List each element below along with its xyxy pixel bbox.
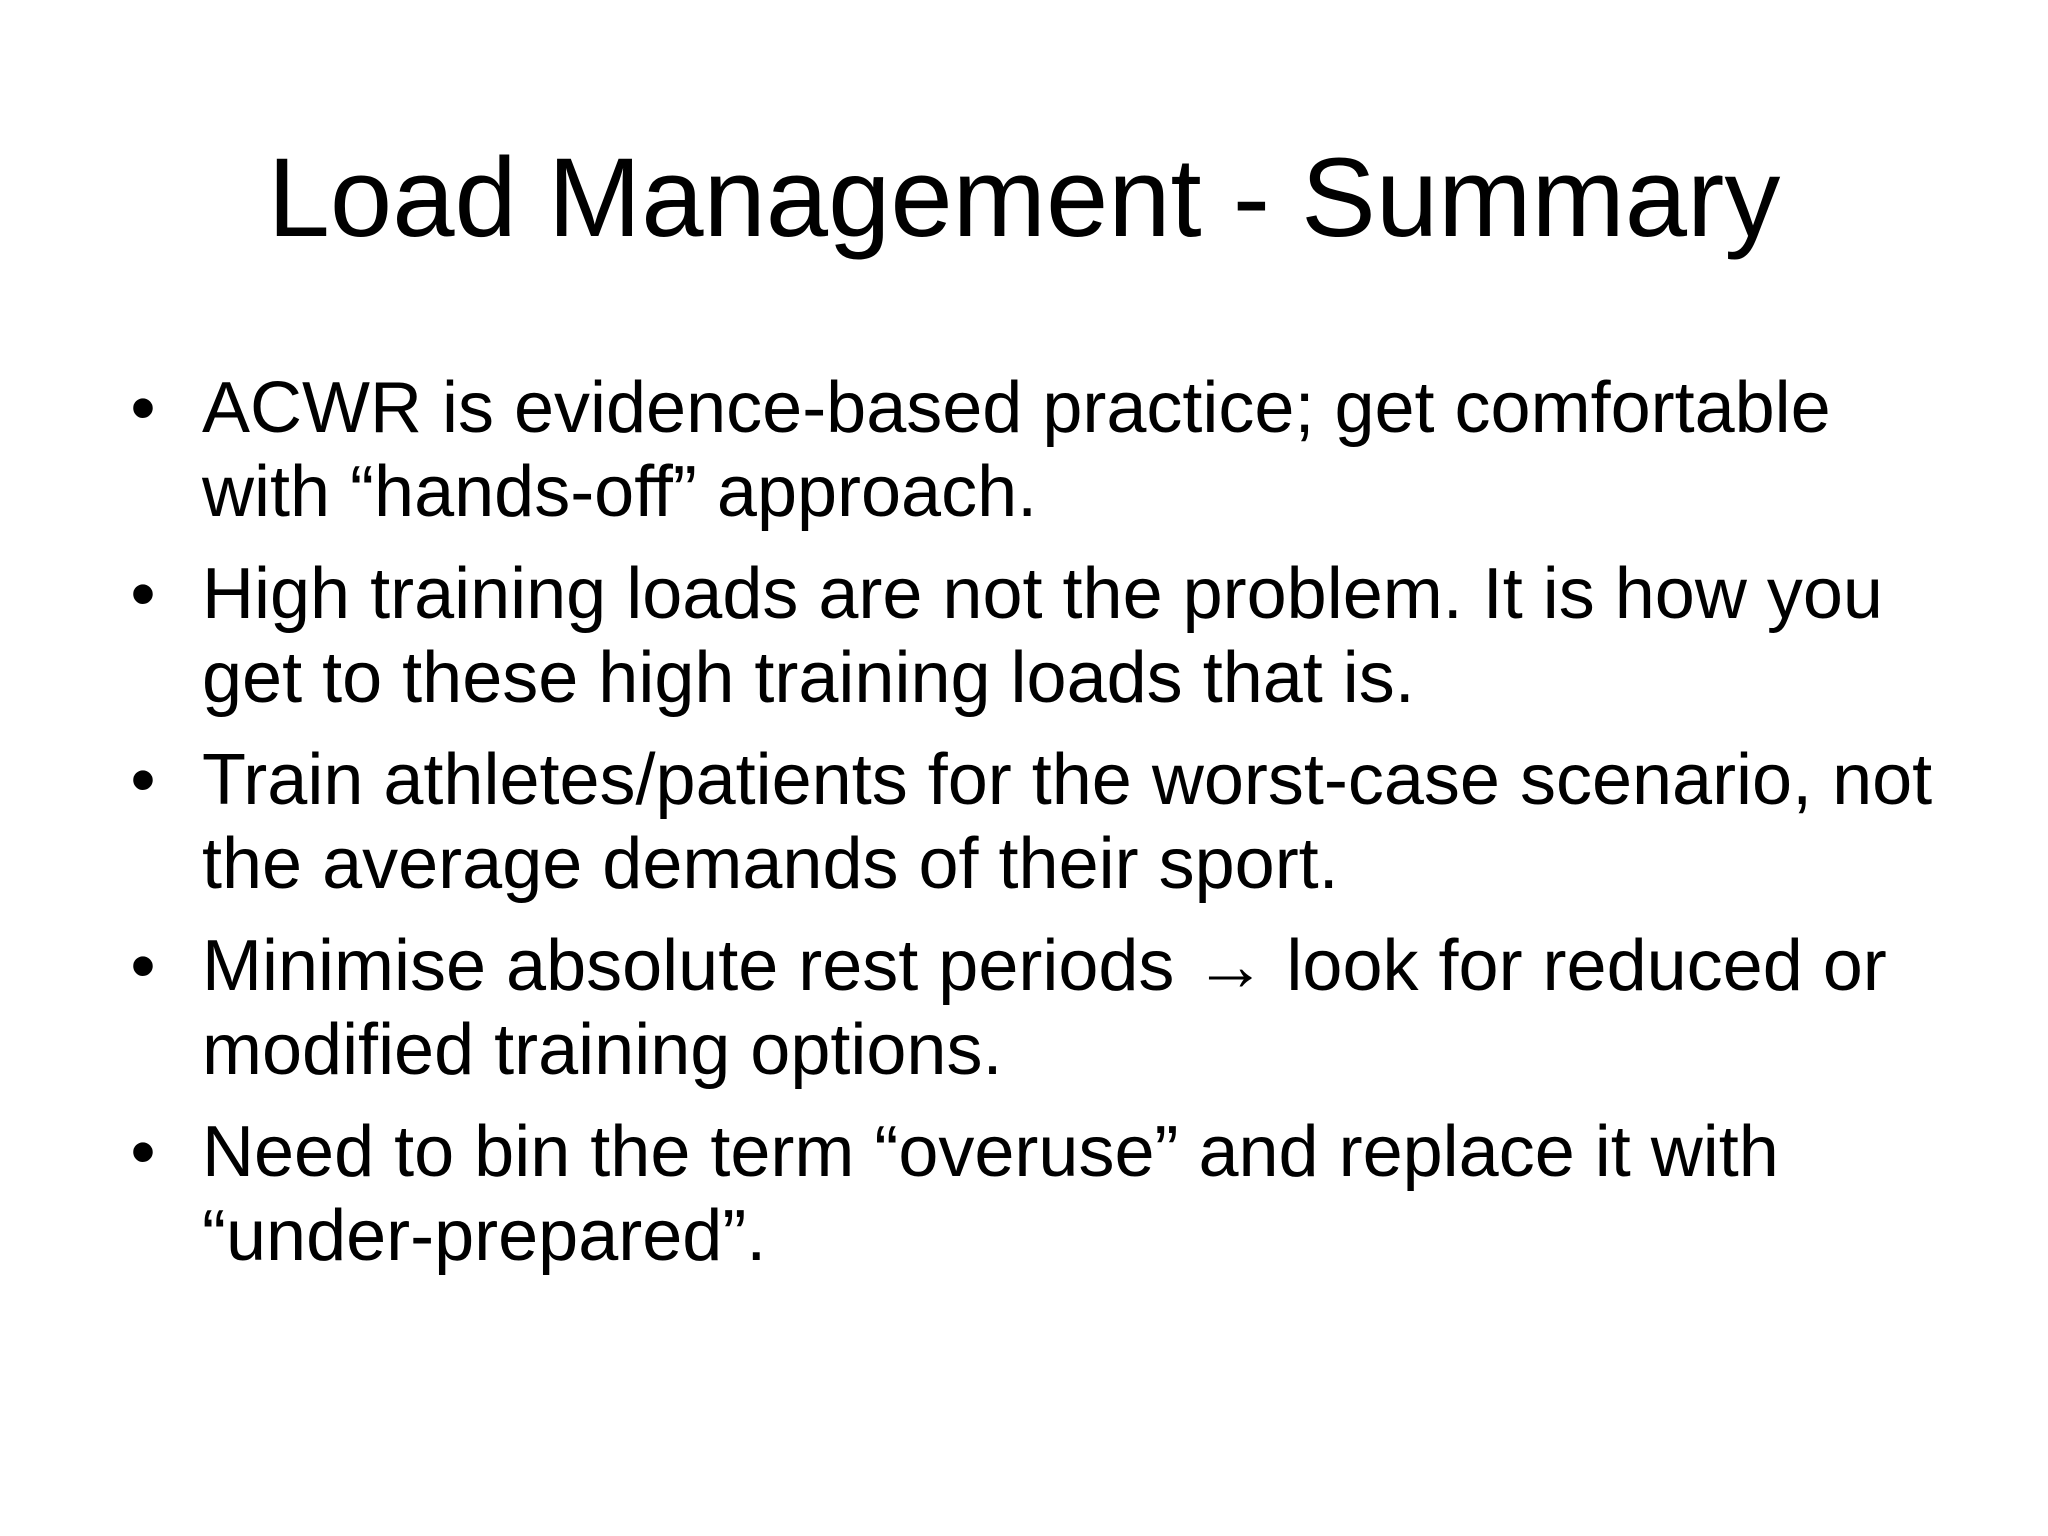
bullet-icon: • xyxy=(130,368,156,448)
bullet-text: Train athletes/patients for the worst-case scenario, not the average demands of their sport. xyxy=(202,740,1933,904)
bullet-icon: • xyxy=(130,740,156,820)
bullet-item xyxy=(115,738,1945,906)
bullet-text: Minimise absolute rest periods → look for reduced or modified training options. xyxy=(202,926,1887,1090)
bullet-icon: • xyxy=(130,554,156,634)
bullet-item xyxy=(115,924,1945,1092)
bullet-text: ACWR is evidence-based practice; get comfortable with “hands-off” approach. xyxy=(202,368,1831,532)
bullet-item xyxy=(115,366,1945,534)
bullet-icon: • xyxy=(130,926,156,1006)
bullet-item xyxy=(115,1110,1945,1278)
bullet-icon: • xyxy=(130,1112,156,1192)
bullet-text: Need to bin the term “overuse” and replace it with “under-prepared”. xyxy=(202,1112,1779,1276)
slide-title: Load Management - Summary xyxy=(267,135,1781,260)
bullet-text: High training loads are not the problem. It is how you get to these high training loads that is. xyxy=(202,554,1883,718)
bullet-item xyxy=(115,552,1945,720)
bullet-list xyxy=(115,366,1945,1296)
